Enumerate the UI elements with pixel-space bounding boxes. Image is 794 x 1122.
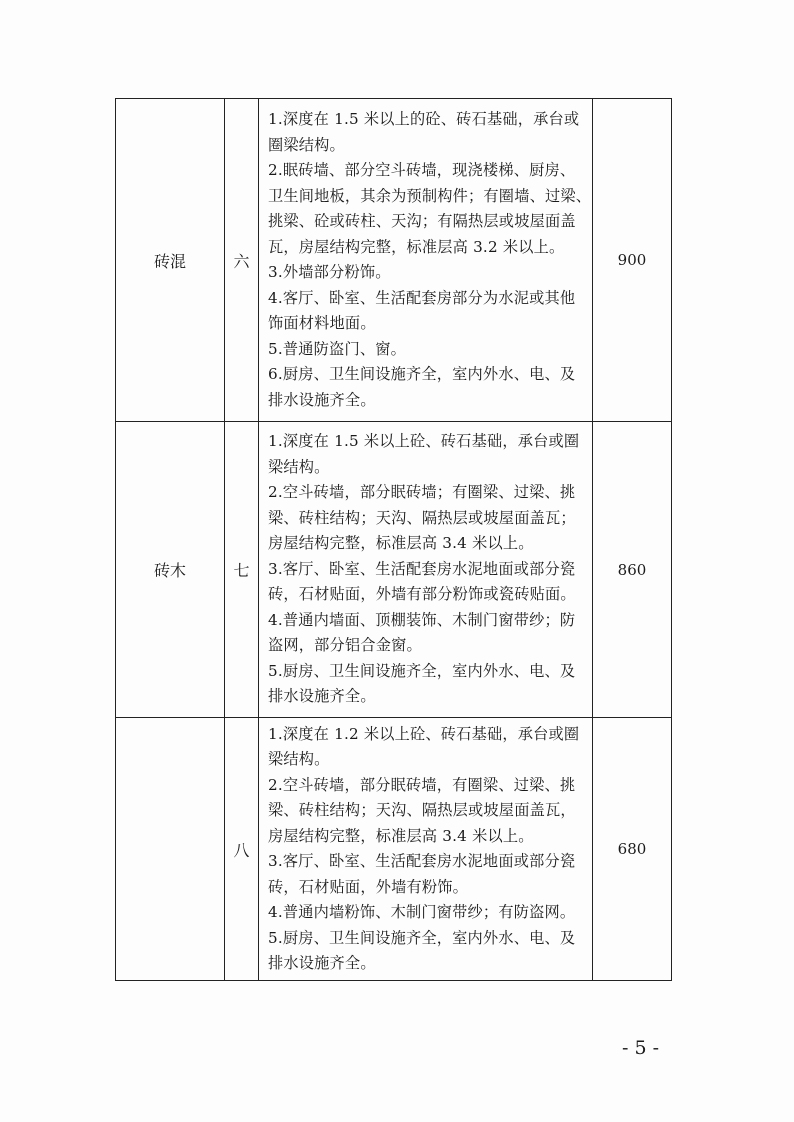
description-line: 梁结构。 (268, 750, 330, 768)
table-row (116, 718, 672, 981)
description-line: 圈梁结构。 (268, 135, 345, 154)
description-line: 瓦，房屋结构完整，标准层高 3.2 米以上。 (268, 237, 565, 256)
description-line: 砖，石材贴面，外墙有部分粉饰或瓷砖贴面。 (268, 585, 576, 604)
description-line: 砖，石材贴面，外墙有粉饰。 (268, 877, 469, 896)
description-line: 1.深度在 1.5 米以上的砼、砖石基础，承台或 (268, 110, 580, 128)
description-line: 2.眠砖墙、部分空斗砖墙，现浇楼梯、厨房、 (268, 161, 576, 179)
description-line: 饰面材料地面。 (268, 314, 376, 332)
description-line: 卫生间地板，其余为预制构件；有圈墙、过梁、 (268, 186, 592, 205)
table-row (116, 99, 672, 422)
description-line: 2.空斗砖墙，部分眠砖墙；有圈梁、过梁、挑 (268, 483, 576, 502)
description-line: 3.客厅、卧室、生活配套房水泥地面或部分瓷 (268, 852, 576, 870)
page-number: - 5 - (622, 1037, 660, 1059)
price-cell: 680 (593, 718, 672, 981)
structure-type-cell: 砖木 (116, 422, 225, 718)
description-line: 1.深度在 1.2 米以上砼、砖石基础，承台或圈 (268, 724, 580, 743)
description-line: 4.普通内墙面、顶棚装饰、木制门窗带纱；防 (268, 610, 576, 629)
description-line: 1.深度在 1.5 米以上砼、砖石基础，承台或圈 (268, 432, 580, 451)
description-line: 4.普通内墙粉饰、木制门窗带纱；有防盗网。 (268, 903, 576, 921)
description-cell (259, 422, 593, 718)
description-line: 挑梁、砼或砖柱、天沟；有隔热层或坡屋面盖 (268, 212, 576, 230)
price-cell: 900 (593, 99, 672, 422)
description-line: 排水设施齐全。 (268, 390, 376, 409)
description-cell (259, 99, 593, 422)
description-line: 房屋结构完整，标准层高 3.4 米以上。 (268, 534, 534, 553)
description-line: 5.厨房、卫生间设施齐全，室内外水、电、及 (268, 661, 576, 680)
description-line: 房屋结构完整，标准层高 3.4 米以上。 (268, 826, 534, 845)
description-line: 盗网，部分铝合金窗。 (268, 636, 422, 655)
building-grade-table (115, 98, 672, 981)
description-line: 3.客厅、卧室、生活配套房水泥地面或部分瓷 (268, 559, 576, 578)
description-line: 梁结构。 (268, 457, 330, 476)
description-line: 梁、砖柱结构；天沟、隔热层或坡屋面盖瓦， (268, 801, 576, 819)
structure-type-cell: 砖混 (116, 99, 225, 422)
description-line: 排水设施齐全。 (268, 687, 376, 706)
grade-cell: 六 (225, 99, 259, 422)
table-row (116, 422, 672, 718)
price-cell: 860 (593, 422, 672, 718)
description-line: 2.空斗砖墙，部分眠砖墙，有圈梁、过梁、挑 (268, 775, 576, 794)
description-line: 5.普通防盗门、窗。 (268, 339, 406, 358)
description-line: 4.客厅、卧室、生活配套房部分为水泥或其他 (268, 288, 576, 307)
description-cell (259, 718, 593, 981)
grade-cell: 七 (225, 422, 259, 718)
grade-cell: 八 (225, 718, 259, 981)
description-line: 排水设施齐全。 (268, 954, 376, 972)
description-line: 5.厨房、卫生间设施齐全，室内外水、电、及 (268, 928, 576, 947)
description-line: 6.厨房、卫生间设施齐全，室内外水、电、及 (268, 365, 576, 383)
structure-type-cell (116, 718, 225, 981)
description-line: 梁、砖柱结构；天沟、隔热层或坡屋面盖瓦； (268, 508, 576, 527)
description-line: 3.外墙部分粉饰。 (268, 263, 391, 281)
